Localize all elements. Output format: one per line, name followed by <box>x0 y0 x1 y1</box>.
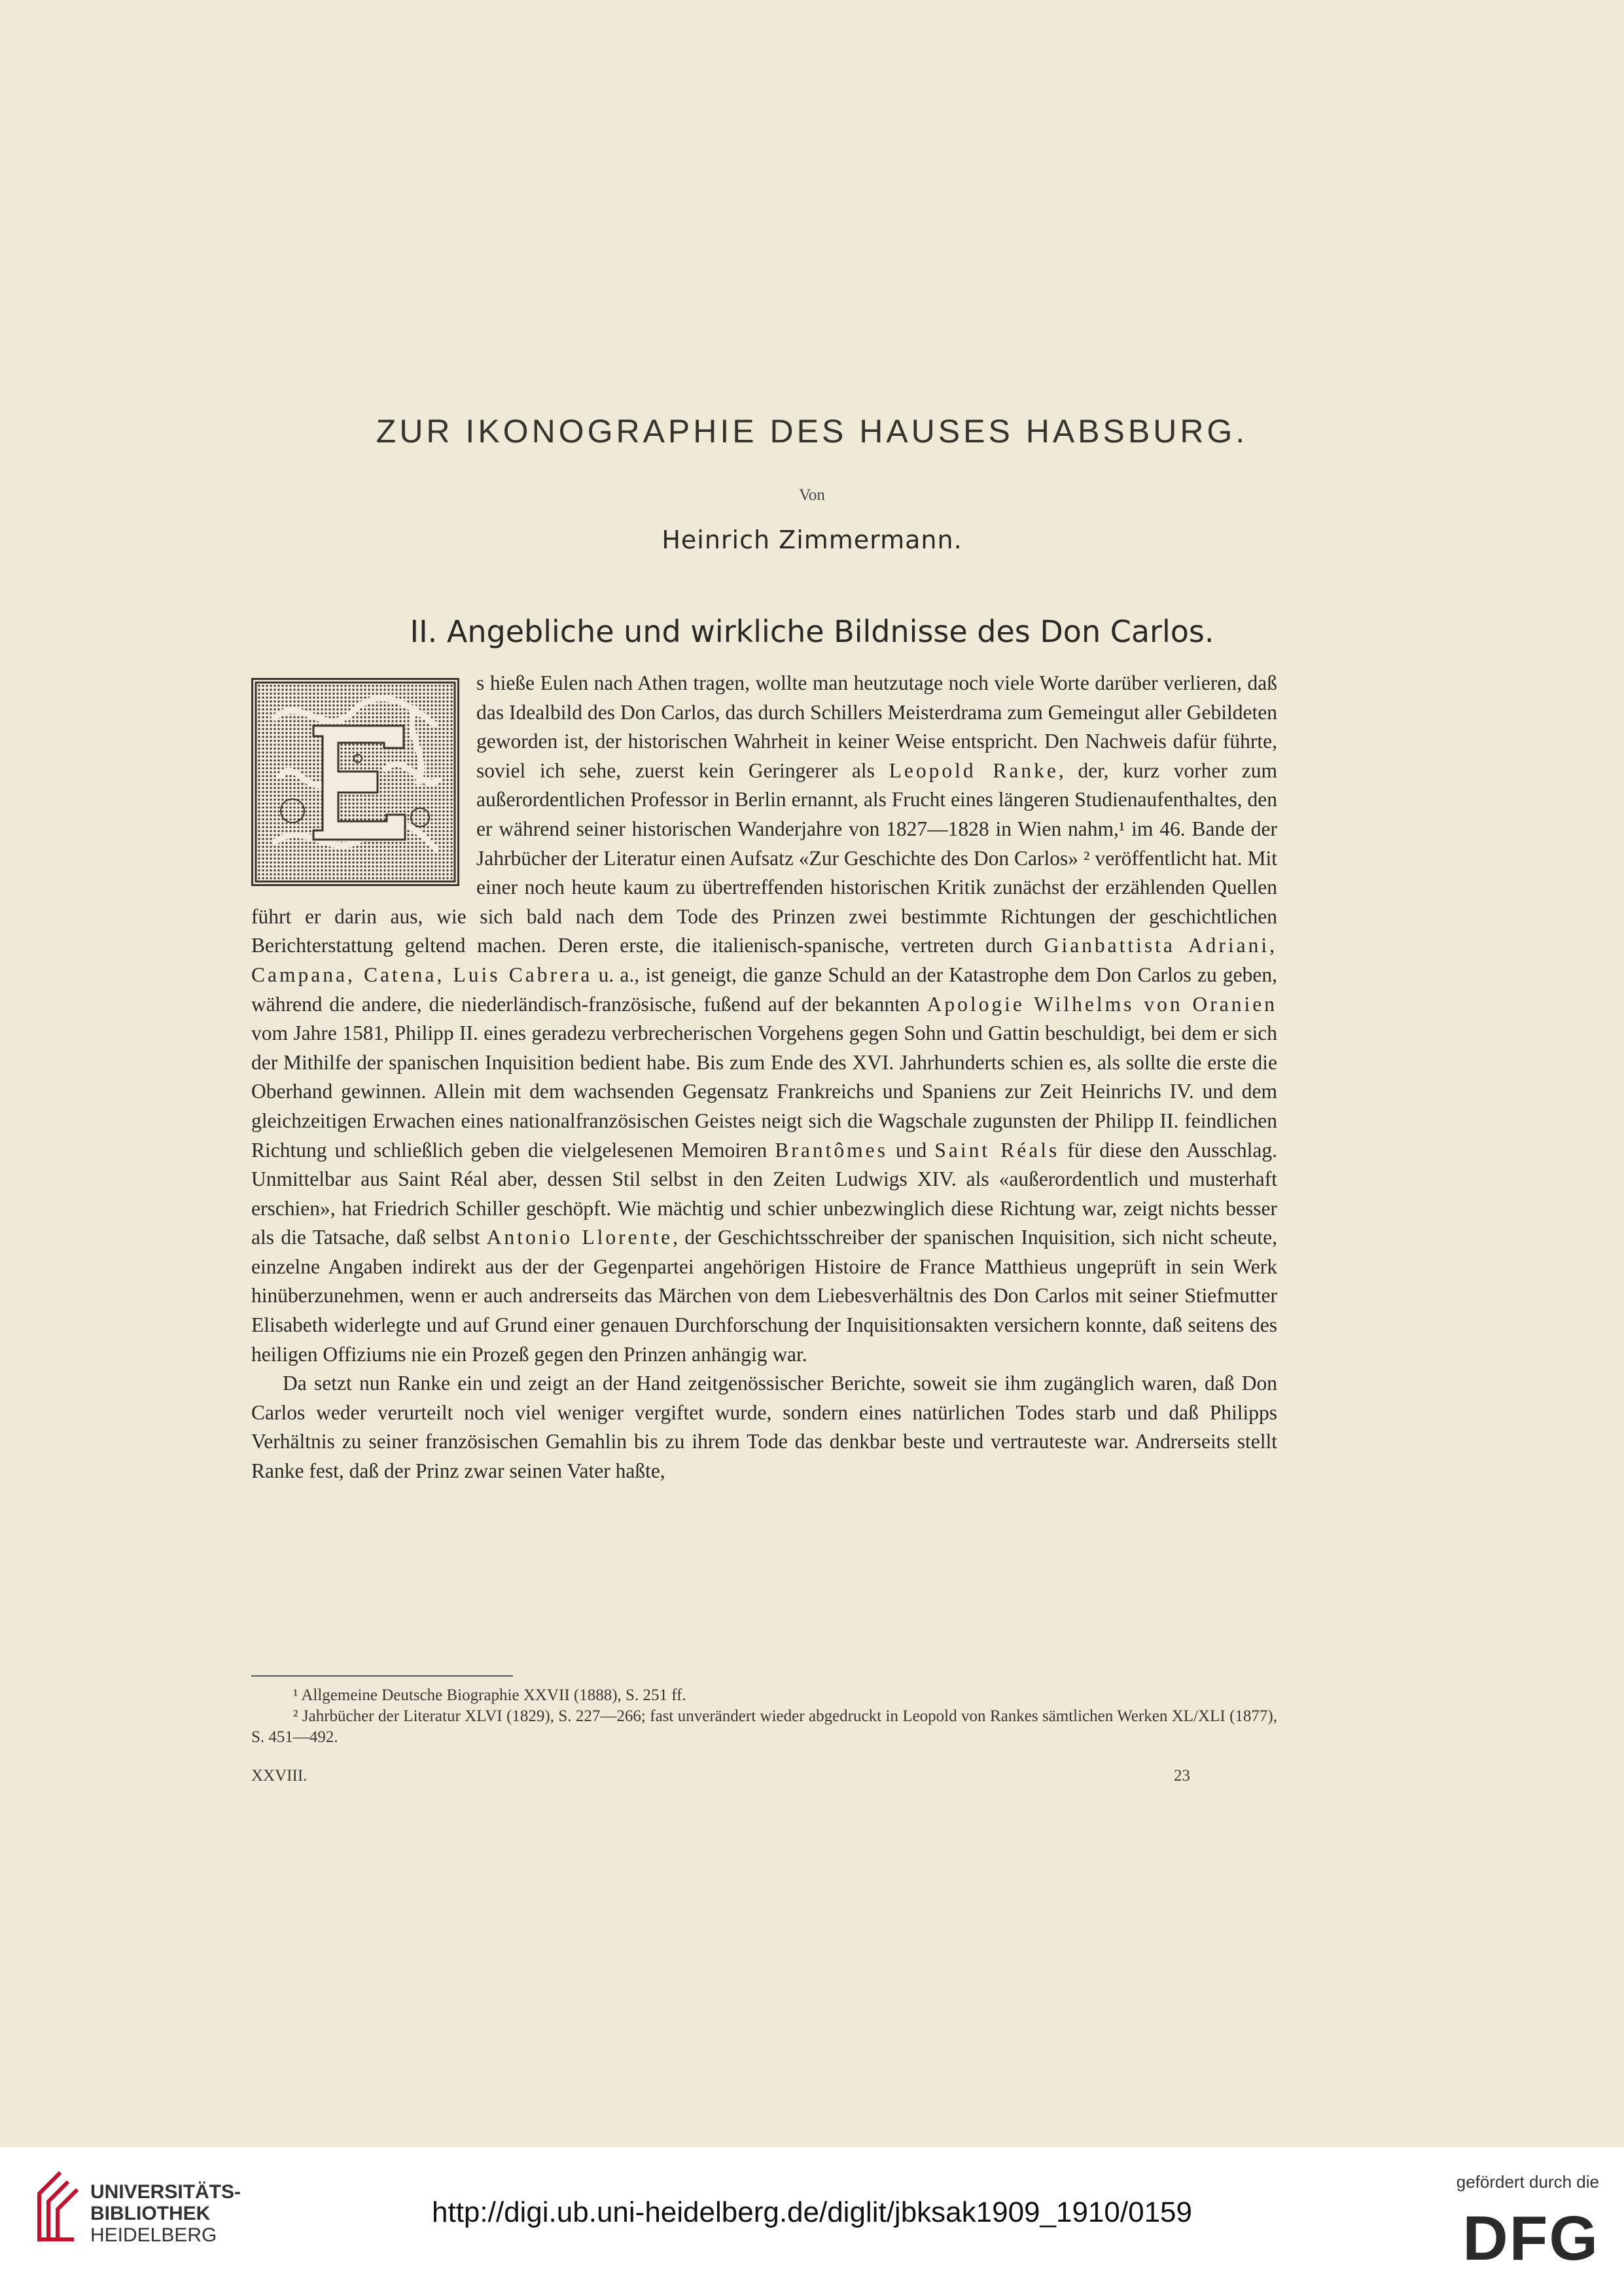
page-number: 23 <box>1174 1767 1190 1785</box>
article-title: ZUR IKONOGRAPHIE DES HAUSES HABSBURG. <box>376 413 1248 450</box>
volume-number: XXVIII. <box>251 1767 308 1785</box>
body-text <box>251 669 1277 1486</box>
byline-von: Von <box>799 486 825 504</box>
name-leopold-ranke: Leopold Ranke <box>889 758 1059 782</box>
page-footer <box>251 1767 1190 1785</box>
name-antonio-llorente: Antonio Llorente <box>486 1226 673 1249</box>
name-brantome: Brantômes <box>775 1138 888 1162</box>
source-url-link[interactable]: http://digi.ub.uni-heidelberg.de/diglit/jbksak1909_1910/0159 <box>432 2196 1192 2228</box>
section-title: II. Angebliche und wirkliche Bildnisse des Don Carlos. <box>410 614 1214 649</box>
name-saint-real: Saint Réals <box>934 1138 1060 1162</box>
footnote-2: ² Jahrbücher der Literatur XLVI (1829), S. 227—266; fast unverändert wieder abgedruckt in Leopold von Rankes sämtlichen Werken XL/XLI (1877), S. 451—492. <box>251 1707 1277 1746</box>
decorated-initial-e-icon <box>251 678 459 886</box>
author-name: Heinrich Zimmermann. <box>662 525 962 554</box>
paragraph-2: Da setzt nun Ranke ein und zeigt an der Hand zeitgenössischer Berichte, soweit sie ihm zugänglich waren, daß Don Carlos weder verurteilt noch viel weniger vergiftet wurde, sondern eines natürlichen Todes starb und daß Philipps Verhältnis zu seiner französischen Gemahlin bis zu ihrem Tode das denkbar beste und vertrauteste war. Andrerseits stellt Ranke fest, daß der Prinz zwar seinen Vater haßte, <box>251 1372 1277 1483</box>
library-name: UNIVERSITÄTS- BIBLIOTHEK HEIDELBERG <box>90 2181 241 2246</box>
paragraph-1: s hieße Eulen nach Athen tragen, wollte man heutzutage noch viele Worte darüber verlieren, daß das Idealbild des Don Carlos, das durch Schillers Meisterdrama zum Gemeingut aller Gebildeten geworden ist, der historischen Wahrheit in keiner Weise entspricht. Den Nachweis dafür führte, soviel ich sehe, zuerst kein Geringerer als Leopold Ranke, der, kurz vorher zum außerordentlichen Professor in Berlin ernannt, als Frucht eines längeren Studienaufenthaltes, den er während seiner historischen Wanderjahre von 1827—1828 in Wien nahm,¹ im 46. Bande der Jahrbücher der Literatur einen Aufsatz «Zur Geschichte des Don Carlos» ² veröffentlicht hat. Mit einer noch heute kaum zu übertreffenden historischen Kritik zunächst der erzählenden Quellen führt er darin aus, wie sich bald nach dem Tode des Prinzen zwei bestimmte Richtungen der geschichtlichen Berichterstattung geltend machen. Deren erste, die italienisch-spanische, vertreten durch Gianbattista Adriani, Campana, Catena, Luis Cabrera u. a., ist geneigt, die ganze Schuld an der Katastrophe dem Don Carlos zu geben, während die andere, die niederländisch-französische, fußend auf der bekannten Apologie Wilhelms von Oranien vom Jahre 1581, Philipp II. eines geradezu verbrecherischen Vorgehens gegen Sohn und Gattin beschuldigt, bei dem er sich der Mithilfe der spanischen Inquisition bedient habe. Bis zum Ende des XVI. Jahrhunderts schien es, als sollte die erste die Oberhand gewinnen. Allein mit dem wachsenden Gegensatz Frankreichs und Spaniens zur Zeit Heinrichs IV. und dem gleichzeitigen Erwachen eines nationalfranzösischen Geistes neigt sich die Wagschale zugunsten der Philipp II. feindlichen Richtung und schließlich geben die vielgelesenen Memoiren Brantômes und Saint Réals für diese den Ausschlag. Unmittelbar aus Saint Réal aber, dessen Stil selbst in den Zeiten Ludwigs XIV. als «außerordentlich und musterhaft erschien», hat Friedrich Schiller geschöpft. Wie mächtig und schier unbezwinglich diese Richtung war, zeigt nichts besser als die Tatsache, daß selbst Antonio Llorente, der Geschichtsschreiber der spanischen Inquisition, sich nicht scheute, einzelne Angaben indirekt aus der der Gegenpartei angehörigen Histoire de France Matthieus ungeprüft in sein Werk hinüberzunehmen, wenn er auch andrerseits das Märchen von dem Liebesverhältnis des Don Carlos mit seiner Stiefmutter Elisabeth widerlegte und auf Grund einer genauen Durchforschung der Inquisitionsakten versichern konnte, daß seitens des heiligen Offiziums nie ein Prozeß gegen den Prinzen anhängig war. <box>251 671 1277 1366</box>
footnote-divider <box>251 1675 513 1677</box>
footnote-1: ¹ Allgemeine Deutsche Biographie XXVII (1888), S. 251 ff. <box>293 1686 686 1704</box>
footnotes <box>251 1685 1277 1748</box>
names-italian-spanish: Gianbattista Adriani, Campana, Catena, Luis Cabrera <box>251 934 1277 986</box>
dfg-logo-icon[interactable]: DFG <box>1462 2203 1599 2273</box>
name-apologie: Apologie Wilhelms von Oranien <box>927 992 1277 1016</box>
funded-by-label: gefördert durch die <box>1456 2172 1599 2192</box>
